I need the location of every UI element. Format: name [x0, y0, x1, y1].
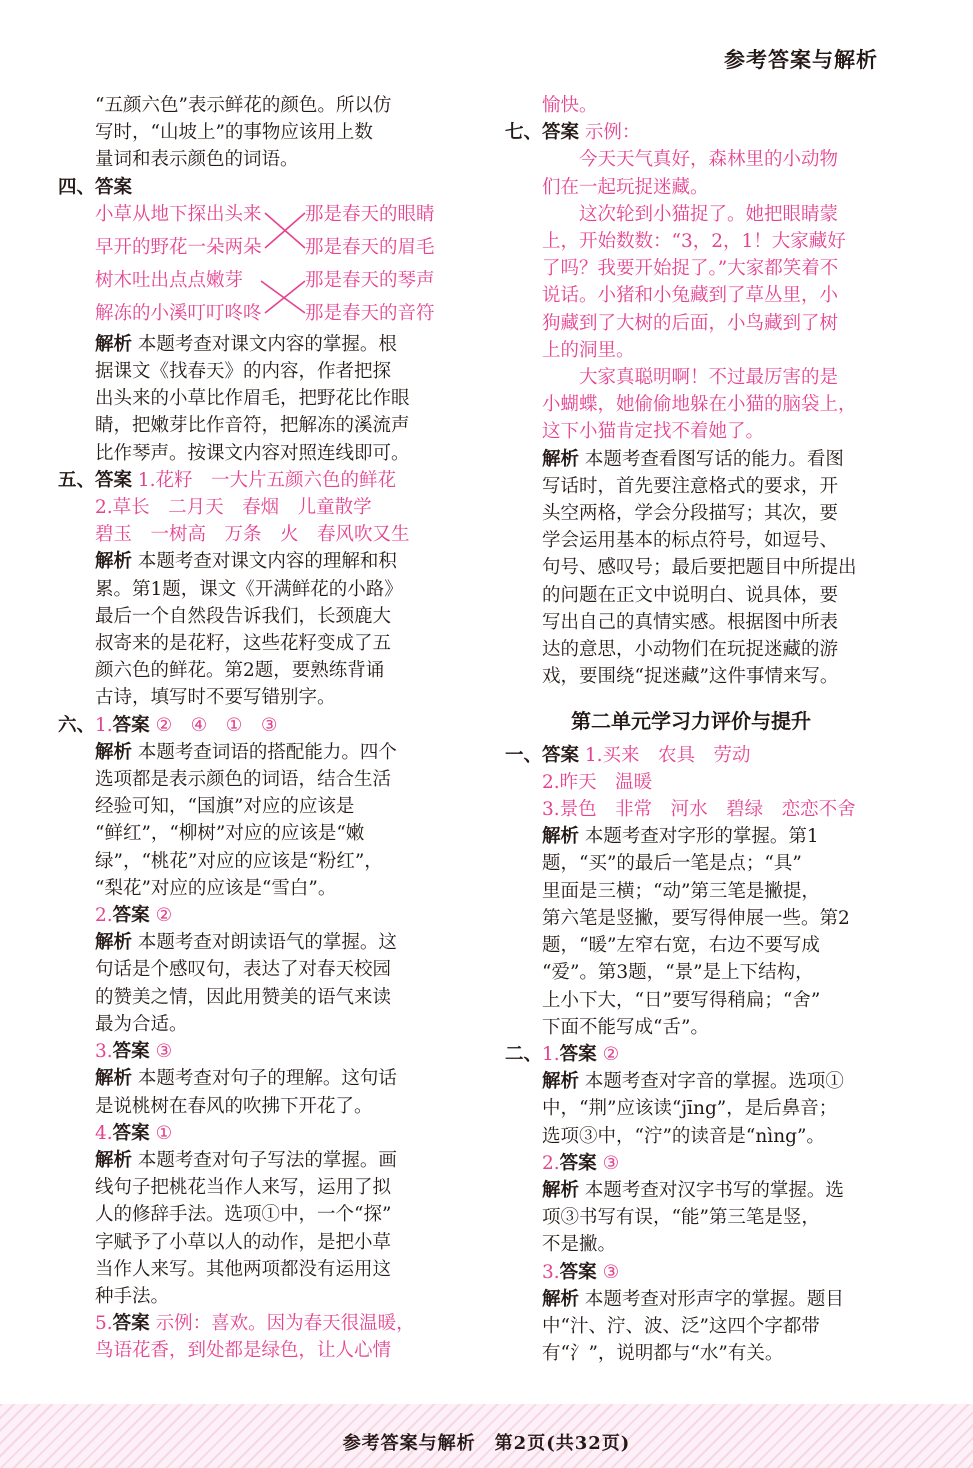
text-line: “鲜红”，“柳树”对应的应该是“嫩 [95, 823, 365, 845]
match-right-item: 那是春天的眉毛 [305, 236, 435, 258]
answer-line: 1.花籽 一大片五颜六色的鲜花 [137, 469, 397, 491]
question-number: 2. [542, 1152, 560, 1174]
text-line: 当作人来写。其他两项都没有运用这 [95, 1258, 392, 1280]
match-left-item: 早开的野花一朵两朵 [95, 236, 262, 258]
analysis-label: 解析 [542, 1179, 580, 1201]
story-line: 今天天气真好，森林里的小动物 [579, 149, 839, 171]
text-line: 戏，要围绕“捉迷藏”这件事情来写。 [542, 666, 839, 688]
unit-title: 第二单元学习力评价与提升 [571, 709, 811, 734]
analysis-label: 解析 [542, 1288, 580, 1310]
story-line: 上，开始数数：“3，2，1！大家藏好 [542, 231, 846, 253]
question-number: 2. [95, 905, 113, 927]
text-line: 上小下大，“日”要写得稍扁；“舍” [542, 989, 821, 1011]
text-line: 绿”，“桃花”对应的应该是“粉红”， [95, 850, 383, 872]
text-line: 本题考查对朗读语气的掌握。这 [137, 932, 397, 954]
answer-label: 答案 [559, 1043, 597, 1065]
story-line: 大家真聪明啊！不过最厉害的是 [579, 367, 839, 389]
answer-value: ① [155, 1122, 173, 1144]
text-line: 字赋予了小草以人的动作，是把小草 [95, 1231, 392, 1253]
answer-line: 示例：喜欢。因为春天很温暖， [155, 1313, 415, 1335]
text-line: 题，“买”的最后一笔是点；“具” [542, 853, 802, 875]
text-line: 不是撇。 [542, 1234, 617, 1256]
story-line: 狗藏到了大树的后面，小鸟藏到了树 [542, 312, 839, 334]
analysis-label: 解析 [95, 932, 133, 954]
text-line: 颜六色的鲜花。第2题，要熟练背诵 [95, 660, 385, 682]
example-label: 示例： [584, 122, 641, 144]
text-line: 本题考查对句子写法的掌握。画 [137, 1149, 397, 1171]
text-line: 选项都是表示颜色的词语，结合生活 [95, 769, 392, 791]
section-4-label: 四、答案 [58, 176, 133, 198]
text-line: 古诗，填写时不要写错别字。 [95, 687, 336, 709]
text-line: 里面是三横；“动”第三笔是撇提， [542, 880, 820, 902]
match-right-item: 那是春天的音符 [305, 302, 435, 324]
analysis-label: 解析 [542, 826, 580, 848]
text-line: 本题考查看图写话的能力。看图 [584, 448, 844, 470]
text-line: “五颜六色”表示鲜花的颜色。所以仿 [95, 95, 392, 116]
text-line: 题，“暖”左窄右宽，右边不要写成 [542, 935, 820, 957]
section-6-label: 六、 [58, 714, 96, 736]
text-line: 最后一个自然段告诉我们，长颈鹿大 [95, 605, 392, 627]
answer-line: 2.昨天 温暖 [542, 771, 653, 793]
left-column [58, 92, 438, 1365]
text-line: 本题考查对字形的掌握。第1 [584, 826, 819, 848]
text-line: 叔寄来的是花籽，这些花籽变成了五 [95, 633, 392, 655]
text-line: 学会运用基本的标点符号，如逗号、 [542, 530, 839, 552]
matching-exercise [95, 201, 435, 331]
text-line: 量词和表示颜色的词语。 [95, 149, 299, 171]
question-number: 1. [542, 1043, 560, 1065]
section-7-label: 七、答案 [505, 122, 580, 144]
answer-value: ③ [602, 1152, 620, 1174]
story-line: 说话。小猪和小兔藏到了草丛里，小 [542, 285, 839, 307]
text-line: 选项③中，“泞”的读音是“nìng”。 [542, 1125, 825, 1147]
answer-line: 2.草长 二月天 春烟 儿童散学 [95, 497, 372, 519]
answer-value: ③ [602, 1261, 620, 1283]
text-line: 累。第1题，课文《开满鲜花的小路》 [95, 578, 403, 600]
answer-line: 3.景色 非常 河水 碧绿 恋恋不舍 [542, 799, 856, 821]
text-line: 的问题在正文中说明白、说具体，要 [542, 584, 839, 606]
text-line: 有“氵”，说明都与“水”有关。 [542, 1343, 784, 1365]
answer-line: 碧玉 一树高 万条 火 春风吹又生 [95, 524, 410, 546]
story-line: 上的洞里。 [542, 339, 635, 361]
text-line: 本题考查对形声字的掌握。题目 [584, 1288, 844, 1310]
story-line: 了吗？我要开始捉了。”大家都笑着不 [542, 258, 839, 280]
answer-label: 答案 [112, 1313, 150, 1335]
text-line: 经验可知，“国旗”对应的应该是 [95, 796, 355, 818]
text-line: 是说桃树在春风的吹拂下开花了。 [95, 1095, 373, 1117]
text-line: 下面不能写成“舌”。 [542, 1016, 709, 1038]
story-line: 这次轮到小猫捉了。她把眼睛蒙 [579, 203, 839, 225]
answer-label: 答案 [112, 1041, 150, 1063]
text-line: 本题考查词语的搭配能力。四个 [137, 741, 397, 763]
text-line: 睛，把嫩芽比作音符，把解冻的溪流声 [95, 415, 410, 437]
match-left-item: 解冻的小溪叮叮咚咚 [95, 302, 262, 324]
answer-line: 1.买来 农具 劳动 [584, 744, 751, 766]
answer-value: ② ④ ① ③ [155, 714, 278, 736]
section-1-label: 一、答案 [505, 744, 580, 766]
text-line: 本题考查对字音的掌握。选项① [584, 1071, 844, 1093]
answer-line: 鸟语花香，到处都是绿色，让人心情 [95, 1340, 392, 1362]
question-number: 5. [95, 1313, 113, 1335]
answer-value: ② [602, 1043, 620, 1065]
text-line: 的赞美之情，因此用赞美的语气来读 [95, 986, 392, 1008]
text-line: 句号、感叹号；最后要把题目中所提出 [542, 557, 857, 579]
text-line: 写时，“山坡上”的事物应该用上数 [95, 122, 373, 144]
match-left-item: 小草从地下探出头来 [95, 203, 262, 225]
answer-label: 答案 [559, 1261, 597, 1283]
analysis-label: 解析 [542, 448, 580, 470]
story-line: 这下小猫肯定找不着她了。 [542, 421, 765, 443]
answer-label: 答案 [112, 714, 150, 736]
answer-label: 答案 [112, 1122, 150, 1144]
match-left-item: 树木吐出点点嫩芽 [95, 269, 244, 291]
text-line: 最为合适。 [95, 1013, 188, 1035]
answer-line: 愉快。 [542, 95, 598, 116]
answer-label: 答案 [559, 1152, 597, 1174]
page-header-title: 参考答案与解析 [724, 47, 878, 72]
text-line: 第六笔是竖撇，要写得伸展一些。第2 [542, 907, 850, 929]
question-number: 3. [95, 1041, 113, 1063]
analysis-label: 解析 [95, 551, 133, 573]
story-line: 小蝴蝶，她偷偷地躲在小猫的脑袋上， [542, 394, 857, 416]
analysis-label: 解析 [95, 1068, 133, 1090]
text-line: “梨花”对应的应该是“雪白”。 [95, 877, 337, 899]
analysis-label: 解析 [95, 741, 133, 763]
question-number: 1. [95, 714, 113, 736]
match-right-item: 那是春天的眼睛 [305, 203, 435, 225]
question-number: 4. [95, 1122, 113, 1144]
answer-value: ② [155, 905, 173, 927]
text-line: 比作琴声。按课文内容对照连线即可。 [95, 442, 410, 464]
footer-page-info: 参考答案与解析 第2页(共32页) [342, 1433, 631, 1454]
text-line: 人的修辞手法。选项①中，一个“探” [95, 1204, 392, 1226]
text-line: 本题考查对句子的理解。这句话 [137, 1068, 397, 1090]
section-2-label: 二、 [505, 1043, 543, 1065]
text-line: 线句子把桃花当作人来写，运用了拟 [95, 1177, 392, 1199]
right-column [505, 92, 877, 1367]
text-line: 中，“荆”应该读“jīng”，是后鼻音； [542, 1098, 838, 1120]
text-line: 本题考查对课文内容的理解和积 [137, 551, 397, 573]
text-line: 句话是个感叹句，表达了对春天校园 [95, 959, 392, 981]
text-line: 本题考查对汉字书写的掌握。选 [584, 1179, 844, 1201]
text-line: 种手法。 [95, 1285, 170, 1307]
text-line: 写话时，首先要注意格式的要求，开 [542, 475, 839, 497]
text-line: 项③书写有误，“能”第三笔是竖， [542, 1207, 820, 1229]
text-line: 写出自己的真情实感。根据图中所表 [542, 611, 839, 633]
text-line: 中“汁、泞、波、泛”这四个字都带 [542, 1315, 820, 1337]
analysis-label: 解析 [95, 333, 133, 355]
section-5-label: 五、答案 [58, 469, 133, 491]
match-right-item: 那是春天的琴声 [305, 269, 435, 291]
text-line: 出头来的小草比作眉毛，把野花比作眼 [95, 388, 410, 410]
text-line: “爱”。第3题，“景”是上下结构， [542, 962, 814, 984]
text-line: 头空两格，学会分段描写；其次，要 [542, 503, 839, 525]
analysis-label: 解析 [95, 1149, 133, 1171]
story-line: 们在一起玩捉迷藏。 [542, 176, 709, 198]
text-line: 据课文《找春天》的内容，作者把探 [95, 361, 392, 383]
answer-label: 答案 [112, 905, 150, 927]
text-line: 达的意思，小动物们在玩捉迷藏的游 [542, 639, 839, 661]
answer-value: ③ [155, 1041, 173, 1063]
analysis-label: 解析 [542, 1071, 580, 1093]
text-line: 本题考查对课文内容的掌握。根 [137, 333, 397, 355]
question-number: 3. [542, 1261, 560, 1283]
